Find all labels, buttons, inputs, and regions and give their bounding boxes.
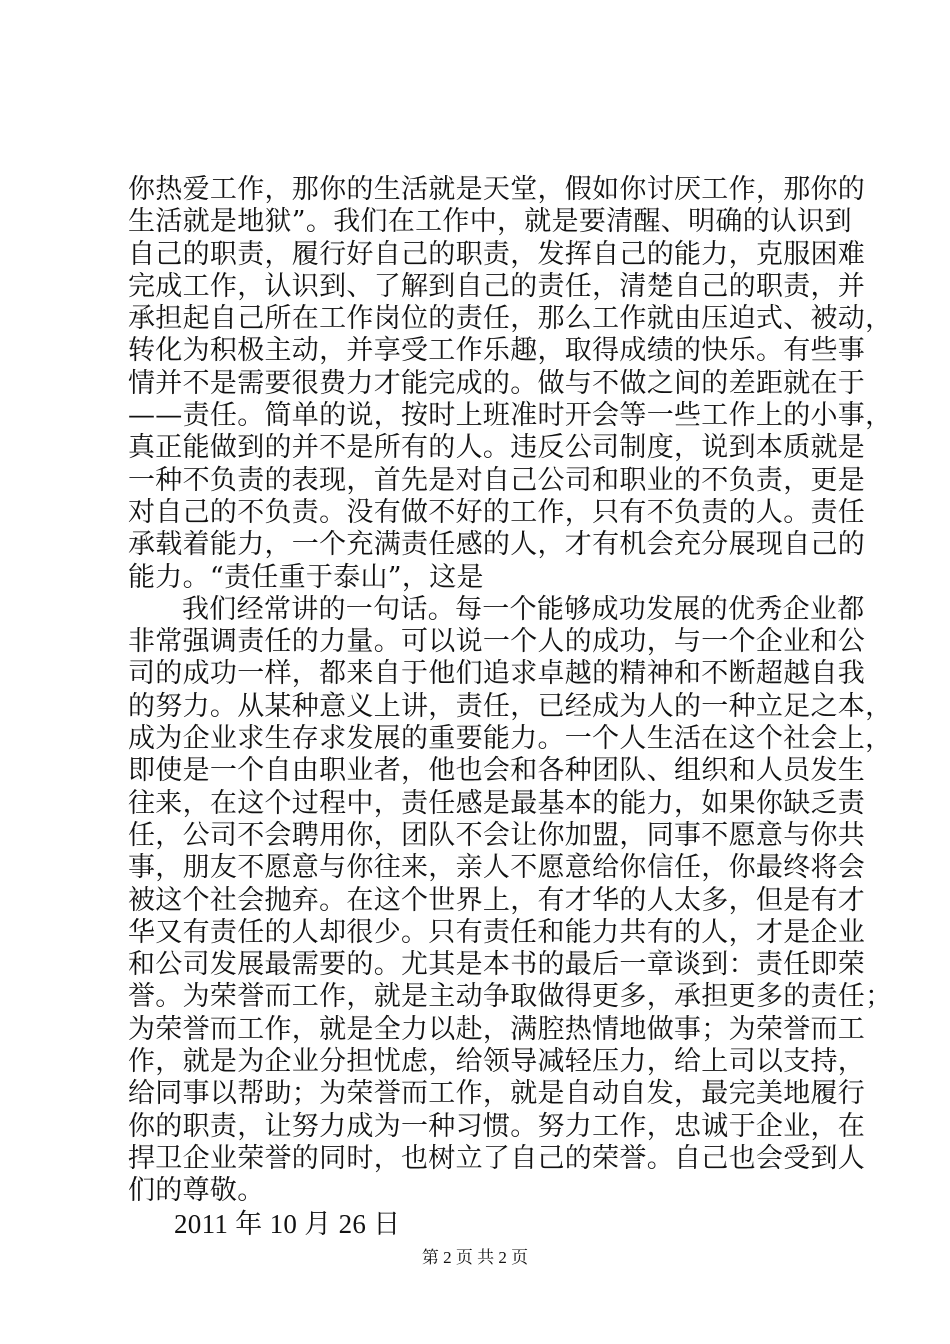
document-date: 2011 年 10 月 26 日 [174,1208,401,1239]
text-line: 誉。为荣誉而工作，就是主动争取做得更多，承担更多的责任； [128,981,893,1013]
text-line: ——责任。简单的说，按时上班准时开会等一些工作上的小事， [128,400,893,432]
text-line: 你的职责，让努力成为一种习惯。努力工作，忠诚于企业，在 [128,1110,866,1142]
text-line: 的努力。从某种意义上讲，责任，已经成为人的一种立足之本， [128,690,893,722]
text-line: 成为企业求生存求发展的重要能力。一个人生活在这个社会上， [128,723,893,755]
text-line: 华又有责任的人却很少。只有责任和能力共有的人，才是企业 [128,916,866,948]
text-line: 你热爱工作，那你的生活就是天堂，假如你讨厌工作，那你的 [128,174,866,205]
text-line: 转化为积极主动，并享受工作乐趣，取得成绩的快乐。有些事 [128,335,866,367]
text-line: 为荣誉而工作，就是全力以赴，满腔热情地做事；为荣誉而工 [128,1013,866,1045]
page-footer [0,1243,950,1268]
paragraph-start-line: 我们经常讲的一句话。每一个能够成功发展的优秀企业都 [182,593,865,625]
text-line: 和公司发展最需要的。尤其是本书的最后一章谈到：责任即荣 [128,949,866,981]
text-line: 捍卫企业荣誉的同时，也树立了自己的荣誉。自己也会受到人 [128,1142,866,1174]
text-line: 能力。“责任重于泰山”，这是 [128,561,484,593]
text-line: 们的尊敬。 [128,1175,265,1207]
text-line: 任，公司不会聘用你，团队不会让你加盟，同事不愿意与你共 [128,819,866,851]
text-line: 真正能做到的并不是所有的人。违反公司制度，说到本质就是 [128,432,866,464]
text-line: 即使是一个自由职业者，他也会和各种团队、组织和人员发生 [128,755,866,787]
text-line: 完成工作，认识到、了解到自己的责任，清楚自己的职责，并 [128,270,866,302]
text-line: 自己的职责，履行好自己的职责，发挥自己的能力，克服困难 [128,238,866,270]
text-line: 情并不是需要很费力才能完成的。做与不做之间的差距就在于 [128,367,866,399]
text-line: 承载着能力，一个充满责任感的人，才有机会充分展现自己的 [128,529,866,561]
text-line: 给同事以帮助；为荣誉而工作，就是自动自发，最完美地履行 [128,1078,866,1110]
body-text [128,174,893,1240]
page-number-label: 第 2 页 共 2 页 [421,1248,529,1267]
text-line: 非常强调责任的力量。可以说一个人的成功，与一个企业和公 [128,626,866,658]
text-line: 对自己的不负责。没有做不好的工作，只有不负责的人。责任 [128,496,866,528]
text-line: 承担起自己所在工作岗位的责任，那么工作就由压迫式、被动， [128,303,893,335]
text-line: 被这个社会抛弃。在这个世界上，有才华的人太多，但是有才 [128,884,866,916]
text-line: 生活就是地狱”。我们在工作中，就是要清醒、明确的认识到 [128,206,852,238]
text-line: 往来，在这个过程中，责任感是最基本的能力，如果你缺乏责 [128,787,866,819]
text-line: 作，就是为企业分担忧虑，给领导减轻压力，给上司以支持， [128,1046,866,1078]
text-line: 一种不负责的表现，首先是对自己公司和职业的不负责，更是 [128,464,866,496]
text-line: 事，朋友不愿意与你往来，亲人不愿意给你信任，你最终将会 [128,852,866,884]
text-line: 司的成功一样，都来自于他们追求卓越的精神和不断超越自我 [128,658,866,690]
